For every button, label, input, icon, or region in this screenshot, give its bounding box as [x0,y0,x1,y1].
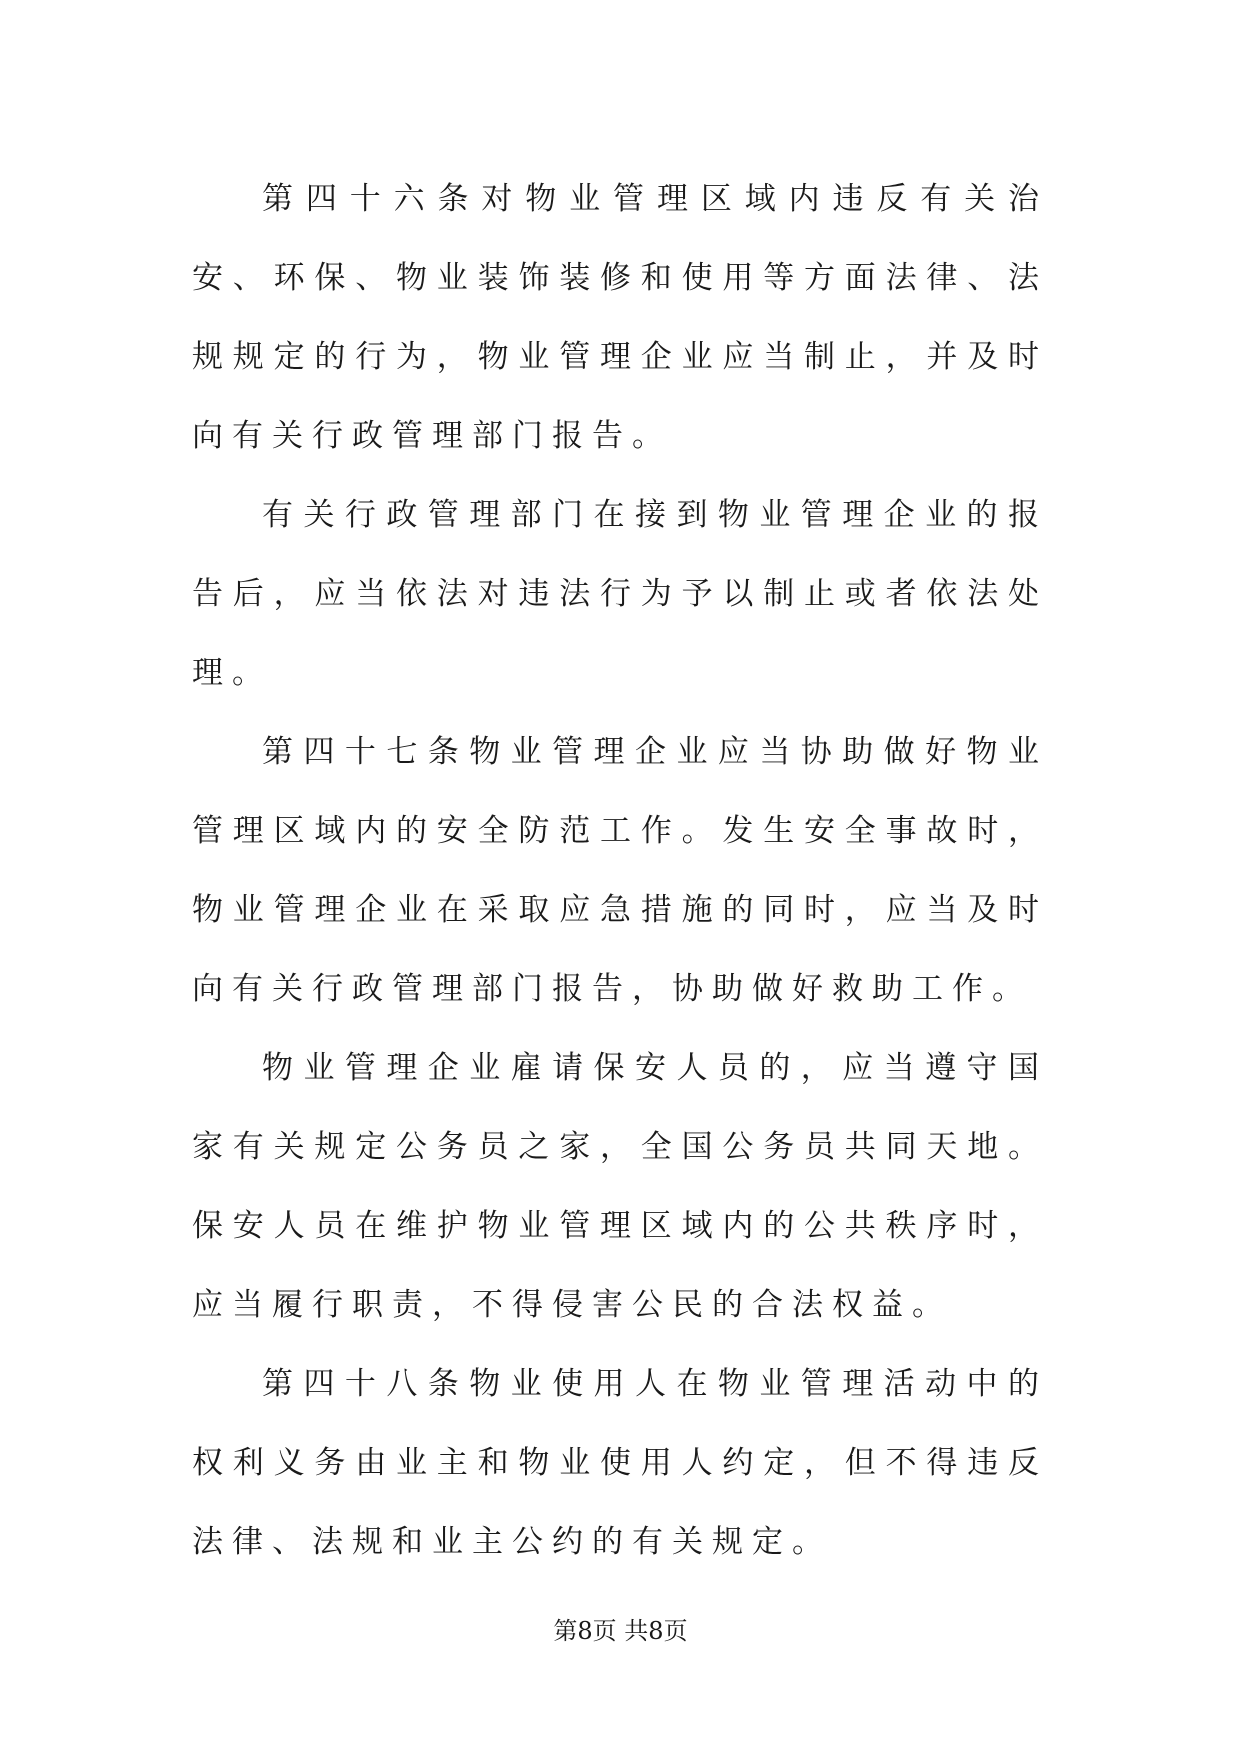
paragraph-article-48: 第四十八条物业使用人在物业管理活动中的权利义务由业主和物业使用人约定，但不得违反法律、法规和业主公约的有关规定。 [192,1366,1048,1560]
paragraph-article-47: 第四十七条物业管理企业应当协助做好物业管理区域内的安全防范工作。发生安全事故时，物业管理企业在采取应急措施的同时，应当及时向有关行政管理部门报告，协助做好救助工作。 [192,734,1048,1007]
paragraph-article-46: 第四十六条对物业管理区域内违反有关治安、环保、物业装饰装修和使用等方面法律、法规规定的行为，物业管理企业应当制止，并及时向有关行政管理部门报告。 [192,181,1048,454]
page-footer: 第8页 共8页 [553,1617,688,1645]
paragraph-article-47-supplement: 物业管理企业雇请保安人员的，应当遵守国家有关规定公务员之家，全国公务员共同天地。保安人员在维护物业管理区域内的公共秩序时，应当履行职责，不得侵害公民的合法权益。 [192,1050,1048,1323]
paragraph-article-46-supplement: 有关行政管理部门在接到物业管理企业的报告后，应当依法对违法行为予以制止或者依法处理。 [192,497,1048,691]
document-body [192,160,1048,1582]
